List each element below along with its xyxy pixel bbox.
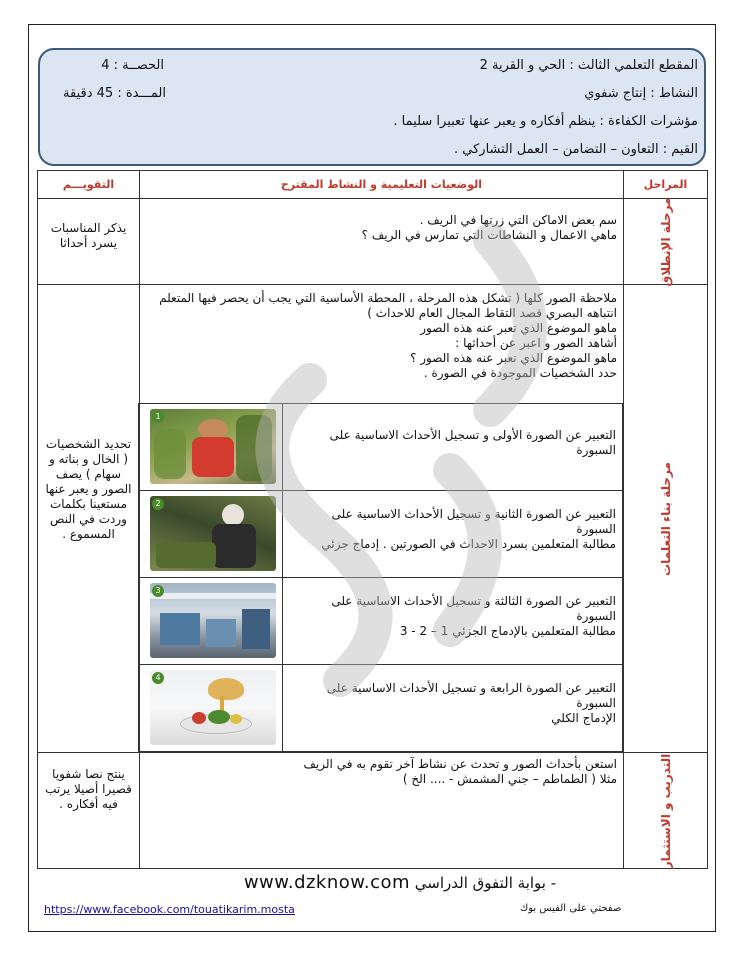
stage-cell-launch [624,199,708,285]
item-4-line-3: الإدماج الكلي [551,711,616,725]
stage-label-launch: مرحلة الإنطلاق [658,197,673,286]
item-4-line-2: السبورة [576,696,616,710]
eval-cell-practice [38,753,140,869]
practice-eval: ينتج نصا شفويا قصيرا أصيلا يرتب فيه أفكاره . [45,767,132,811]
content-cell-launch [140,199,624,285]
olive-harvest-woman-image [150,496,276,571]
item-2-line-1: التعبير عن الصورة الثانية و تسجيل الأحداث الاساسية على [331,507,616,521]
image-row [139,404,623,491]
olive-oil-salad-image [150,670,276,745]
header-evaluation: التقويـــم [38,171,140,199]
image-row [139,491,623,578]
item-4-line-1: التعبير عن الصورة الرابعة و تسجيل الأحداث الاساسية على [326,681,616,695]
item-3-line-3: مطالبة المتعلمين بالإدماج الجزئي 1 – 2 - 3 [399,624,616,638]
item-1-line-2: السبورة [576,443,616,457]
practice-line-2: مثلا ( الطماطم – جني المشمش - .... الخ ) [402,772,617,786]
building-intro-1: ملاحظة الصور كلها ( تشكل هذه المرحلة ، المحطة الأساسية التي يجب أن يحصر فيها المتعلم [159,291,617,305]
image-row-text [283,404,623,491]
image-row-text [283,491,623,578]
lesson-header [38,48,706,166]
launch-question-2: ماهي الاعمال و النشاطات التي تمارس في الريف ؟ [361,228,617,242]
stage-label-practice: التدريب و الاستثمار [658,753,673,868]
table-header-row [38,171,708,199]
image-cell [139,491,283,578]
building-eval: تحديد الشخصيات ( الخال و بناته و سهام ) يصف الصور و يعبر عنها مستعينا بكلمات وردت في النص المسموع . [45,437,132,541]
item-2-line-2: السبورة [576,522,616,536]
image-number-badge: 4 [152,672,164,684]
image-number-badge: 3 [152,585,164,597]
activity-title: النشاط : إنتاج شفوي [584,86,698,101]
launch-eval: يذكر المناسبات يسرد أحداثا [50,221,127,250]
header-content: الوضعيات التعليمية و النشاط المقترح [140,171,624,199]
image-row [139,578,623,665]
olive-press-factory-image [150,583,276,658]
stage-cell-building [624,285,708,753]
lesson-table [37,170,708,869]
image-cell [139,665,283,752]
competency-indicators: مؤشرات الكفاءة : ينظم أفكاره و يعبر عنها تعبيرا سليما . [393,114,698,129]
launch-question-1: سم بعض الاماكن التي زرتها في الريف . [419,213,617,227]
image-row [139,665,623,752]
olive-harvest-man-image [150,409,276,484]
site-footer [200,872,600,893]
building-intro-5: ماهو الموضوع الذي تعبر عنه هذه الصور ؟ [410,351,617,365]
site-url[interactable]: www.dzknow.com [243,872,411,893]
content-cell-practice [140,753,624,869]
image-cell [139,404,283,491]
facebook-label: صفحتي على الفيس بوك [520,903,622,914]
unit-title: المقطع التعلمي الثالث : الحي و القرية 2 [479,58,698,73]
image-number-badge: 2 [152,498,164,510]
item-1-line-1: التعبير عن الصورة الأولى و تسجيل الأحداث الاساسية على [329,428,616,442]
site-name: - بوابة التفوق الدراسي [414,874,557,892]
building-intro-4: أشاهد الصور و اعبر عن أحداثها : [455,336,617,350]
eval-cell-building [38,285,140,753]
item-3-line-2: السبورة [576,609,616,623]
table-row-launch [38,199,708,285]
header-stages: المراحل [624,171,708,199]
duration: المـــدة : 45 دقيقة [63,86,166,101]
session-number: الحصــة : 4 [101,58,164,73]
image-rows [138,403,623,752]
building-intro-3: ماهو الموضوع الذي تعبر عنه هذه الصور [420,321,617,335]
practice-line-1: استعن بأحداث الصور و تحدث عن نشاط آخر تقوم به في الريف [303,757,617,771]
image-row-text [283,665,623,752]
item-3-line-1: التعبير عن الصورة الثالثة و تسجيل الأحداث الاساسية على [331,594,616,608]
values-line: القيم : التعاون – التضامن – العمل التشاركي . [454,142,698,157]
facebook-link[interactable]: https://www.facebook.com/touatikarim.mosta [44,903,295,916]
building-intro-6: حدد الشخصيات الموجودة في الصورة . [423,366,617,380]
item-2-line-3: مطالبة المتعلمين بسرد الاحداث في الصورتين . إدماج جزئي [321,537,616,551]
eval-cell-launch [38,199,140,285]
table-row-practice [38,753,708,869]
stage-cell-practice [624,753,708,869]
image-number-badge: 1 [152,411,164,423]
image-cell [139,578,283,665]
image-row-text [283,578,623,665]
building-intro-2: انتباهه البصري قصد التقاط المجال العام للاحداث ) [367,306,617,320]
content-cell-building [140,285,624,753]
stage-label-building: مرحلة بناء التعلمات [658,461,673,576]
table-row-building [38,285,708,753]
